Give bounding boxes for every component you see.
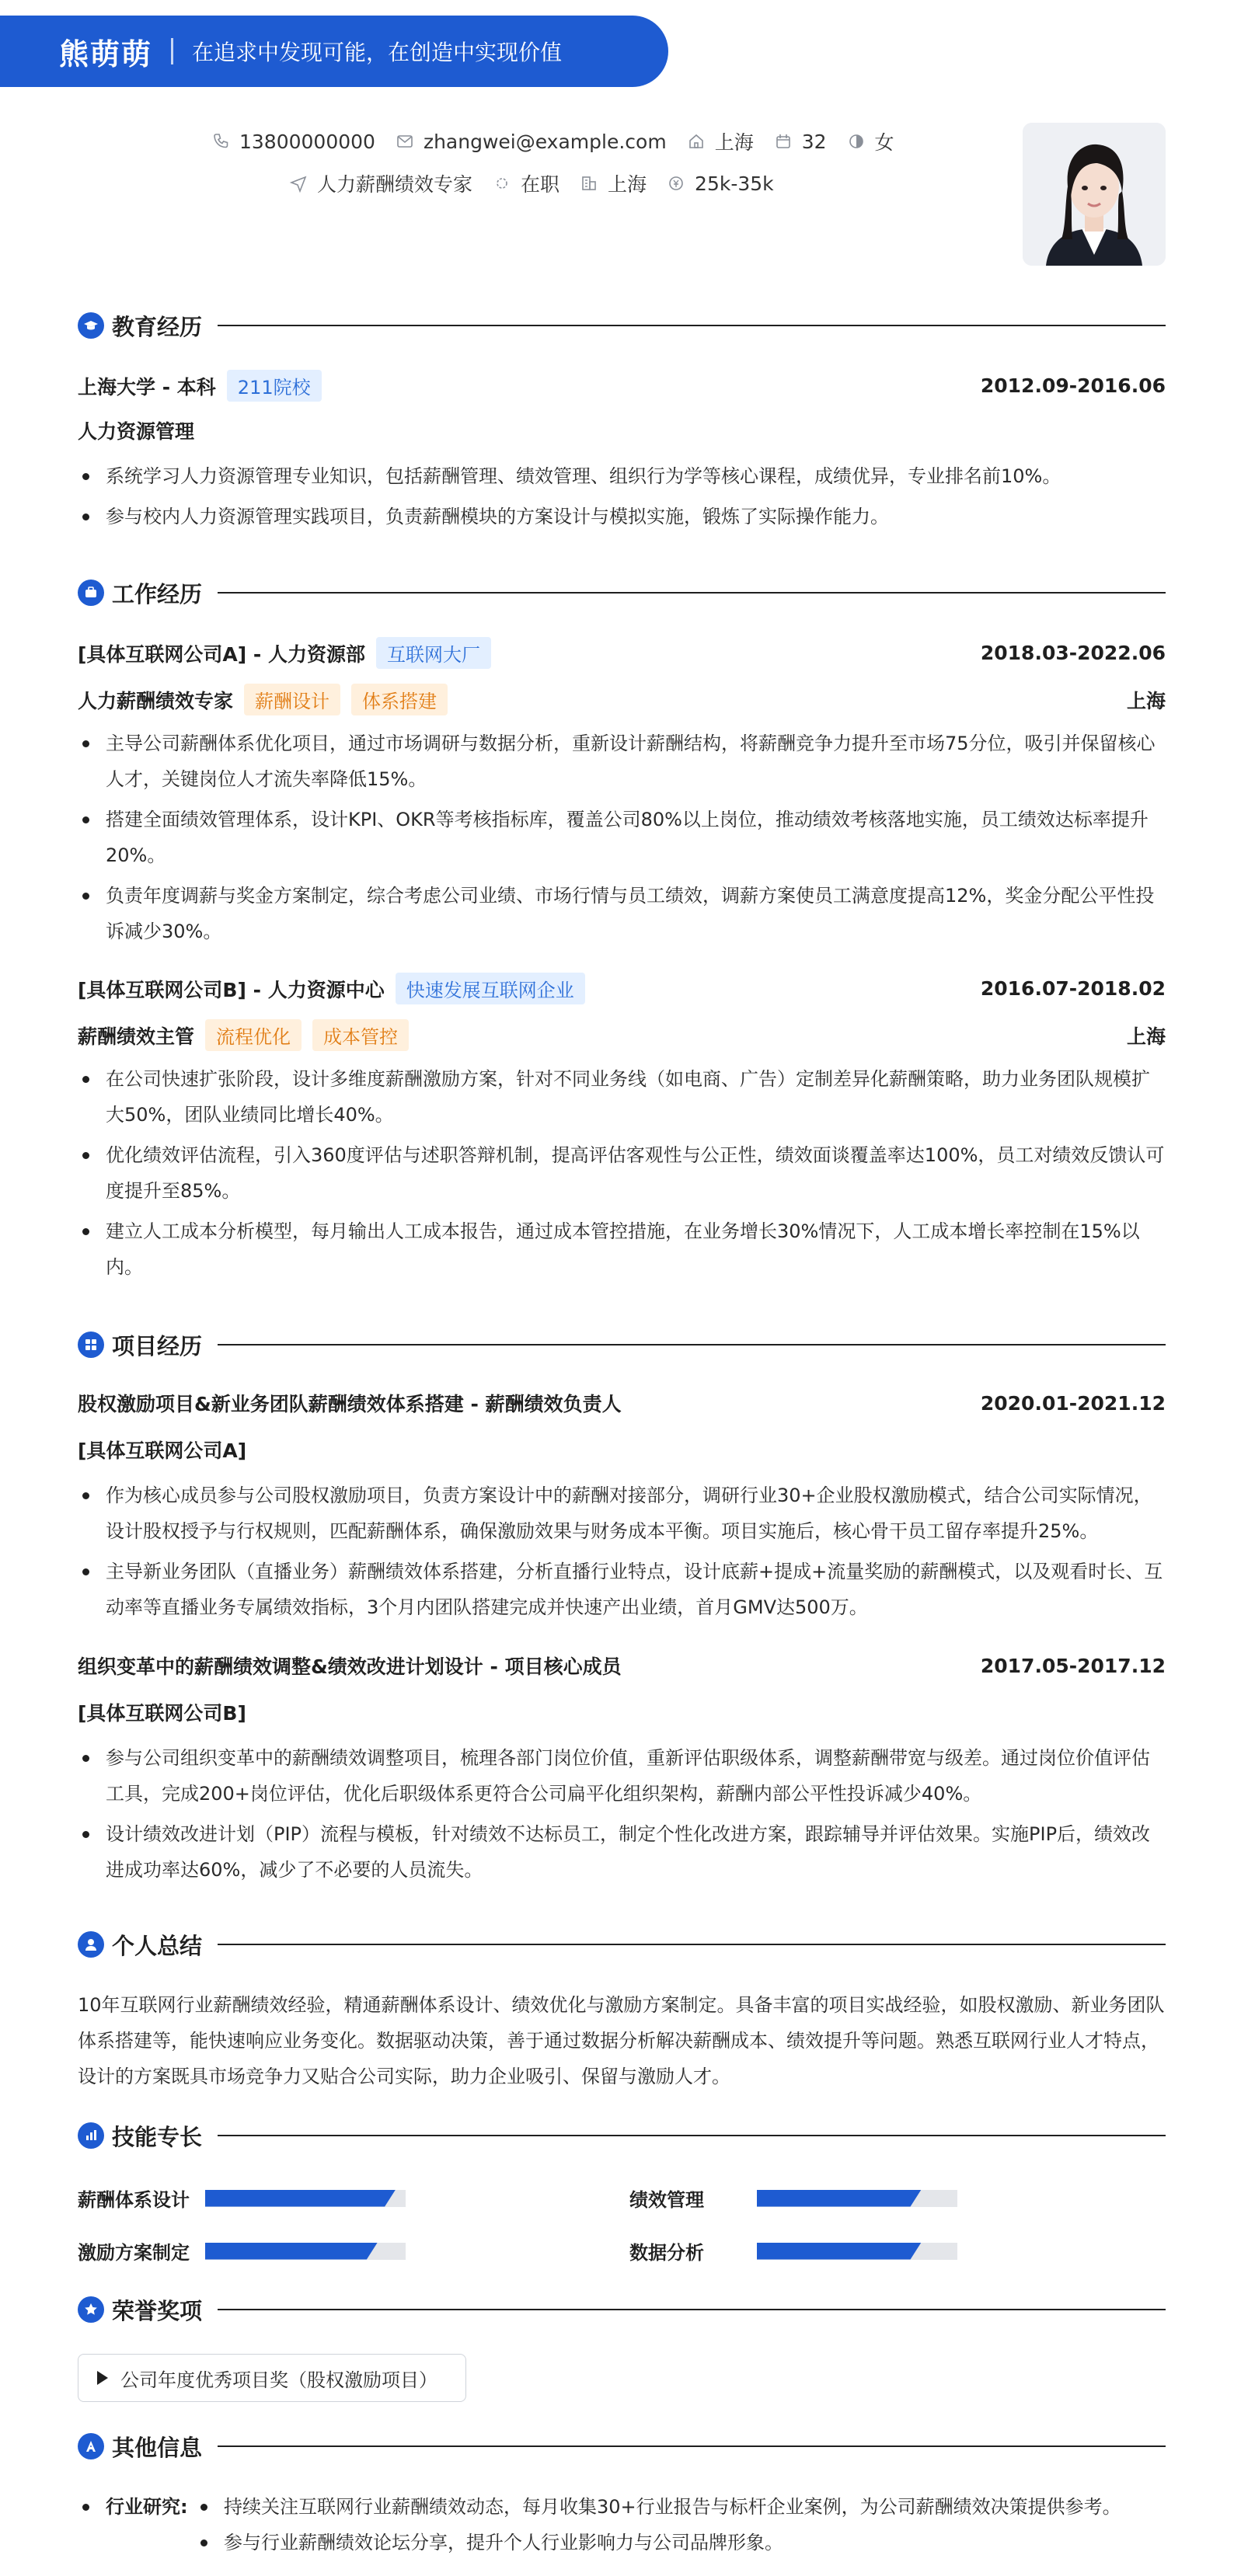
job-title: 人力薪酬绩效专家 <box>78 689 234 712</box>
gender-item <box>847 127 894 155</box>
calendar-icon <box>774 132 793 151</box>
section-title-text: 荣誉奖项 <box>112 2297 203 2324</box>
chart-icon <box>78 2122 104 2149</box>
section-work <box>78 576 1166 609</box>
section-education <box>78 309 1166 342</box>
education-header <box>78 370 1166 402</box>
skill-tag: 薪酬设计 <box>244 684 340 715</box>
major-name: 人力资源管理 <box>78 420 195 443</box>
section-divider <box>218 1944 1166 1945</box>
other-value: 持续关注互联网行业薪酬绩效动态，每月收集30+行业报告与标杆企业案例，为公司薪酬绩效决策提供参考。 <box>196 2489 1121 2525</box>
skill-bar-fill <box>205 2243 378 2260</box>
skill-bar <box>205 2243 406 2260</box>
project-1-header <box>78 1389 1166 1417</box>
age-item <box>774 131 827 153</box>
building-icon <box>580 174 598 193</box>
skill-bar <box>205 2190 406 2207</box>
award-text: 公司年度优秀项目奖（股权激励项目） <box>120 2369 437 2391</box>
skill-tag: 体系搭建 <box>351 684 448 715</box>
company-tag: 快速发展互联网企业 <box>396 973 585 1004</box>
section-title-text: 工作经历 <box>112 580 203 607</box>
email-icon <box>396 132 414 151</box>
project-2-bullets <box>78 1740 1166 1892</box>
skill-bar-fill <box>757 2243 922 2260</box>
education-major-line <box>78 416 1166 444</box>
list-item: 系统学习人力资源管理专业知识，包括薪酬管理、绩效管理、组织行为学等核心课程，成绩优异，专业排名前10%。 <box>78 458 1166 494</box>
work-city: 上海 <box>1126 689 1166 712</box>
candidate-name: 熊萌萌 <box>59 37 153 71</box>
list-item: 搭建全面绩效管理体系，设计KPI、OKR等考核指标库，覆盖公司80%以上岗位，推动绩效考核落地实施，员工绩效达标率提升20%。 <box>78 802 1166 873</box>
job-title: 薪酬绩效主管 <box>78 1025 195 1048</box>
company-name: [具体互联网公司B] - 人力资源中心 <box>78 978 385 1001</box>
list-item <box>78 2489 1166 2525</box>
contact-row <box>211 127 915 155</box>
list-item: 建立人工成本分析模型，每月输出人工成本报告，通过成本管控措施，在业务增长30%情况下，人工成本增长率控制在15%以内。 <box>78 1213 1166 1285</box>
header-banner <box>0 16 668 87</box>
project-date: 2020.01-2021.12 <box>980 1391 1166 1415</box>
list-item: 设计绩效改进计划（PIP）流程与模板，针对绩效不达标员工，制定个性化改进方案，跟踪辅导并评估效果。实施PIP后，绩效改进成功率达60%，减少了不必要的人员流失。 <box>78 1816 1166 1888</box>
education-date: 2012.09-2016.06 <box>980 374 1166 397</box>
position-item <box>289 169 472 197</box>
section-summary <box>78 1928 1166 1961</box>
skill-row <box>78 2237 406 2264</box>
section-honors <box>78 2293 1166 2326</box>
other-key: 行业研究: <box>78 2489 196 2525</box>
work-date: 2018.03-2022.06 <box>980 642 1166 664</box>
briefcase-icon <box>78 580 104 606</box>
salary-item <box>667 172 774 195</box>
send-icon <box>289 174 308 193</box>
work-1-header <box>78 637 1166 669</box>
list-item: 作为核心成员参与公司股权激励项目，负责方案设计中的薪酬对接部分，调研行业30+企业股权激励模式，结合公司实际情况，设计股权授予与行权规则，匹配薪酬体系，确保激励效果与财务成本平衡。项目实施后，核心骨干员工留存率提升25%。 <box>78 1478 1166 1549</box>
other-key-spacer <box>78 2525 196 2560</box>
section-projects <box>78 1328 1166 1361</box>
list-item: 主导新业务团队（直播业务）薪酬绩效体系搭建，分析直播行业特点，设计底薪+提成+流量奖励的薪酬模式，以及观看时长、互动率等直播业务专属绩效指标，3个月内团队搭建完成并快速产出业绩，首月GMV达500万。 <box>78 1554 1166 1625</box>
list-item: 负责年度调薪与奖金方案制定，综合考虑公司业绩、市场行情与员工绩效，调薪方案使员工满意度提高12%，奖金分配公平性投诉减少30%。 <box>78 878 1166 949</box>
candidate-motto: 在追求中发现可能，在创造中实现价值 <box>192 40 563 65</box>
skill-bar-fill <box>757 2190 922 2207</box>
work-2-bullets <box>78 1061 1166 1290</box>
skill-tag: 流程优化 <box>205 1019 302 1051</box>
money-icon <box>667 174 685 193</box>
project-date: 2017.05-2017.12 <box>980 1654 1166 1677</box>
skill-bar <box>757 2243 957 2260</box>
city-item <box>580 169 647 197</box>
project-company: [具体互联网公司B] <box>78 1702 246 1725</box>
status-item <box>493 169 559 197</box>
education-bullets <box>78 458 1166 539</box>
list-item <box>78 2525 1166 2560</box>
other-info <box>78 2489 1166 2560</box>
project-1-bullets <box>78 1478 1166 1630</box>
phone-item <box>211 131 375 153</box>
location-item <box>687 127 754 155</box>
status-icon <box>493 174 511 193</box>
skill-row <box>78 2184 406 2212</box>
phone-text: 13800000000 <box>239 130 375 153</box>
work-1-role <box>78 684 1166 715</box>
skill-bar-fill <box>205 2190 396 2207</box>
project-2-header <box>78 1652 1166 1680</box>
email-text: zhangwei@example.com <box>423 130 667 153</box>
avatar <box>1023 123 1166 266</box>
company-name: [具体互联网公司A] - 人力资源部 <box>78 642 365 666</box>
work-2-role <box>78 1019 1166 1051</box>
list-item: 在公司快速扩张阶段，设计多维度薪酬激励方案，针对不同业务线（如电商、广告）定制差异化薪酬策略，助力业务团队规模扩大50%，团队业绩同比增长40%。 <box>78 1061 1166 1133</box>
list-item: 参与校内人力资源管理实践项目，负责薪酬模块的方案设计与模拟实施，锻炼了实际操作能力。 <box>78 499 1166 534</box>
work-date: 2016.07-2018.02 <box>980 977 1166 1000</box>
graduation-cap-icon <box>78 312 104 339</box>
other-value: 参与行业薪酬绩效论坛分享，提升个人行业影响力与公司品牌形象。 <box>196 2525 783 2560</box>
location-text: 上海 <box>714 131 754 154</box>
award-item <box>78 2354 466 2402</box>
work-2-header <box>78 973 1166 1004</box>
user-icon <box>78 1931 104 1958</box>
section-divider <box>218 2309 1166 2310</box>
project-company: [具体互联网公司A] <box>78 1439 247 1462</box>
list-item: 优化绩效评估流程，引入360度评估与述职答辩机制，提高评估客观性与公正性，绩效面谈覆盖率达100%，员工对绩效反馈认可度提升至85%。 <box>78 1137 1166 1209</box>
gender-icon <box>847 132 866 151</box>
work-1-bullets <box>78 726 1166 954</box>
section-title-text: 技能专长 <box>112 2123 203 2150</box>
section-divider <box>218 2135 1166 2136</box>
list-item: 参与公司组织变革中的薪酬绩效调整项目，梳理各部门岗位价值，重新评估职级体系，调整薪酬带宽与级差。通过岗位价值评估工具，完成200+岗位评估，优化后职级体系更符合公司扁平化组织架构，薪酬内部公平性投诉减少40%。 <box>78 1740 1166 1812</box>
skill-name: 薪酬体系设计 <box>78 2189 190 2211</box>
info-icon <box>78 2433 104 2459</box>
skill-name: 绩效管理 <box>629 2189 704 2211</box>
project-2-company <box>78 1698 1166 1726</box>
summary-text: 10年互联网行业薪酬绩效经验，精通薪酬体系设计、绩效优化与激励方案制定。具备丰富的项目实战经验，如股权激励、新业务团队体系搭建等，能快速响应业务变化。数据驱动决策，善于通过数据分析解决薪酬成本、绩效提升等问题。熟悉互联网行业人才特点，设计的方案既具市场竞争力又贴合公司实际，助力企业吸引、保留与激励人才。 <box>78 1994 1165 2087</box>
section-divider <box>218 2445 1166 2447</box>
section-title-text: 教育经历 <box>112 313 203 340</box>
skill-name: 数据分析 <box>629 2242 704 2264</box>
award-icon <box>78 2296 104 2323</box>
age-text: 32 <box>801 130 827 153</box>
position-text: 人力薪酬绩效专家 <box>317 173 473 196</box>
salary-text: 25k-35k <box>695 172 774 195</box>
skill-row <box>629 2237 957 2264</box>
header-divider <box>171 38 173 64</box>
section-skills <box>78 2119 1166 2152</box>
skill-row <box>629 2184 957 2212</box>
email-item <box>396 131 667 153</box>
city-text: 上海 <box>608 173 647 196</box>
status-text: 在职 <box>521 173 560 196</box>
job-intent-row <box>289 169 794 197</box>
section-title-text: 项目经历 <box>112 1332 203 1359</box>
home-icon <box>687 132 706 151</box>
work-city: 上海 <box>1126 1025 1166 1048</box>
section-divider <box>218 1344 1166 1345</box>
gender-text: 女 <box>874 131 894 154</box>
skill-tag: 成本管控 <box>312 1019 409 1051</box>
skill-bar <box>757 2190 957 2207</box>
project-name: 股权激励项目&新业务团队薪酬绩效体系搭建 - 薪酬绩效负责人 <box>78 1393 622 1415</box>
section-divider <box>218 592 1166 594</box>
school-tag: 211院校 <box>227 370 322 402</box>
company-tag: 互联网大厂 <box>376 637 491 669</box>
skill-name: 激励方案制定 <box>78 2242 190 2264</box>
school-name: 上海大学 - 本科 <box>78 375 216 399</box>
section-divider <box>218 325 1166 326</box>
section-other <box>78 2430 1166 2463</box>
project-name: 组织变革中的薪酬绩效调整&绩效改进计划设计 - 项目核心成员 <box>78 1655 622 1678</box>
play-icon <box>97 2371 108 2385</box>
project-1-company <box>78 1436 1166 1464</box>
phone-icon <box>211 132 230 151</box>
section-title-text: 其他信息 <box>112 2434 203 2461</box>
section-title-text: 个人总结 <box>112 1932 203 1959</box>
grid-icon <box>78 1332 104 1358</box>
list-item: 主导公司薪酬体系优化项目，通过市场调研与数据分析，重新设计薪酬结构，将薪酬竞争力提升至市场75分位，吸引并保留核心人才，关键岗位人才流失率降低15%。 <box>78 726 1166 797</box>
